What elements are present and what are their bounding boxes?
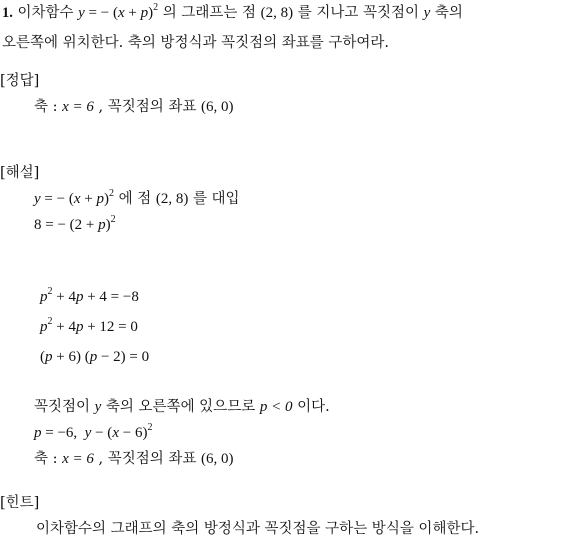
problem-line-2: 오른쪽에 위치한다. 축의 방정식과 꼭짓점의 좌표를 구하여라. — [2, 35, 390, 51]
problem-text: 이차함수 — [17, 5, 74, 21]
solution-text: 이다. — [297, 399, 330, 415]
problem-variable: y — [423, 5, 431, 21]
solution-point: (2, 8) — [155, 191, 189, 207]
separator: , — [98, 99, 104, 115]
solution-conclusion — [34, 400, 330, 415]
solution-text: 꼭짓점이 — [34, 399, 91, 415]
axis-label: 축 : — [34, 99, 58, 115]
problem-equation: y = − $(x + p)^2$ — [78, 2, 159, 21]
solution-equation-2: 8 = − $(2 + p)^2$ — [34, 214, 116, 233]
solution-text: 에 점 — [118, 191, 152, 207]
vertex-label: 꼭짓점의 좌표 — [107, 99, 197, 115]
solution-variable: y — [94, 399, 102, 415]
answer-header: [정답] — [0, 73, 40, 89]
solution-condition: p < 0 — [259, 399, 293, 415]
solution-substitute-line — [34, 188, 240, 207]
solution-header: [해설] — [0, 165, 40, 181]
separator: , — [98, 451, 104, 467]
problem-number: 1. — [2, 5, 13, 21]
solution-final-line — [34, 452, 234, 467]
problem-text: 축의 — [434, 5, 463, 21]
vertex-value: (6, 0) — [201, 99, 234, 115]
solution-equation: y = − $(x + p)^2$ — [34, 188, 114, 207]
solution-result: p = −6, $y - (x - 6)^2$ — [34, 422, 153, 441]
solution-step-3: (p + 6) (p − 2) = 0 — [40, 349, 150, 365]
vertex-label: 꼭짓점의 좌표 — [107, 451, 197, 467]
hint-header: [힌트] — [0, 495, 40, 511]
problem-text: 의 그래프는 점 — [162, 5, 256, 21]
solution-text: 축의 오른쪽에 있으므로 — [105, 399, 256, 415]
answer-line — [34, 100, 234, 115]
problem-text: 를 지나고 꼭짓점이 — [297, 5, 419, 21]
problem-point: (2, 8) — [260, 5, 294, 21]
problem-line-1 — [2, 2, 463, 21]
solution-text: 를 대입 — [192, 191, 240, 207]
hint-text: 이차함수의 그래프의 축의 방정식과 꼭짓점을 구하는 방식을 이해한다. — [36, 521, 480, 537]
solution-step-2: $p^2 + 4p + 12 = 0$ — [40, 316, 138, 335]
axis-equation: x = 6 — [62, 451, 94, 467]
axis-equation: x = 6 — [62, 99, 94, 115]
vertex-value: (6, 0) — [201, 451, 234, 467]
solution-step-1: $p^2 + 4p + 4 = -8$ — [40, 286, 139, 305]
axis-label: 축 : — [34, 451, 58, 467]
